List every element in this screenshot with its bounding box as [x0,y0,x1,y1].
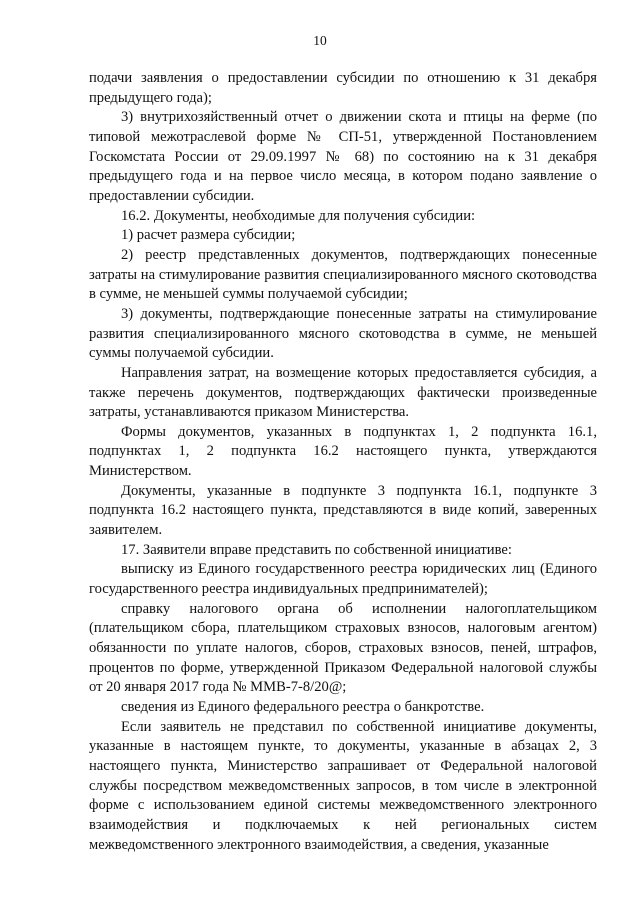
paragraph-item-3-farm-report: 3) внутрихозяйственный отчет о движении скота и птицы на ферме (по типовой межотраслевой форме № СП-51, утвержденной Постановлением Госкомстата России от 29.09.1997 № 68) по состоянию на к 31 декабря предыдущего года и на первое число месяца, в котором подано заявление о предоставлении субсидии. [89,109,597,204]
paragraph-17-bankruptcy: сведения из Единого федерального реестра о банкротстве. [121,699,485,715]
document-body [89,69,597,855]
paragraph-17-interagency-requests: Если заявитель не представил по собственной инициативе документы, указанные в настоящем пункте, то документы, указанные в абзацах 2, 3 настоящего пункта, Министерство запрашивает от Федеральной налоговой службы посредством межведомственных запросов, в том числе в электронной форме с использованием единой системы межведомственного электронного взаимодействия и подключаемых к ней региональных систем межведомственного электронного взаимодействия, а сведения, указанные [89,718,597,853]
paragraph-17-tax-certificate: справку налогового органа об исполнении налогоплательщиком (плательщиком сбора, плательщиком страховых взносов, налоговым агентом) обязанности по уплате налогов, сборов, страховых взносов, пеней, штрафов, процентов по форме, утвержденной Приказом Федеральной налоговой службы от 20 января 2017 года № ММВ-7-8/20@; [89,600,597,696]
paragraph-document-copies: Документы, указанные в подпункте 3 подпункта 16.1, подпункте 3 подпункта 16.2 настоящего пункта, представляются в виде копий, заверенных заявителем. [89,482,597,539]
paragraph-17-extract: выписку из Единого государственного реестра юридических лиц (Единого государственного реестра индивидуальных предпринимателей); [89,561,597,598]
page-number: 10 [313,33,327,48]
paragraph-16-2-heading: 16.2. Документы, необходимые для получения субсидии: [121,207,476,224]
paragraph-continuation: подачи заявления о предоставлении субсидии по отношению к 31 декабря предыдущего года); [89,70,597,106]
paragraph-17-heading: 17. Заявители вправе представить по собственной инициативе: [121,541,512,558]
paragraph-16-2-item-1: 1) расчет размера субсидии; [121,227,296,244]
paragraph-16-2-item-3: 3) документы, подтверждающие понесенные затраты на стимулирование развития специализированного мясного скотоводства в сумме, не меньшей суммы получаемой субсидии. [89,305,597,362]
paragraph-document-forms: Формы документов, указанных в подпунктах 1, 2 подпункта 16.1, подпунктах 1, 2 подпункта 16.2 настоящего пункта, утверждаются Министерством. [89,423,597,480]
paragraph-16-2-item-2: 2) реестр представленных документов, подтверждающих понесенные затраты на стимулирование развития специализированного мясного скотоводства в сумме, не меньшей суммы получаемой субсидии; [89,246,597,303]
paragraph-expense-directions: Направления затрат, на возмещение которых предоставляется субсидия, а также перечень документов, подтверждающих фактически произведенные затраты, устанавливаются приказом Министерства. [89,364,597,421]
